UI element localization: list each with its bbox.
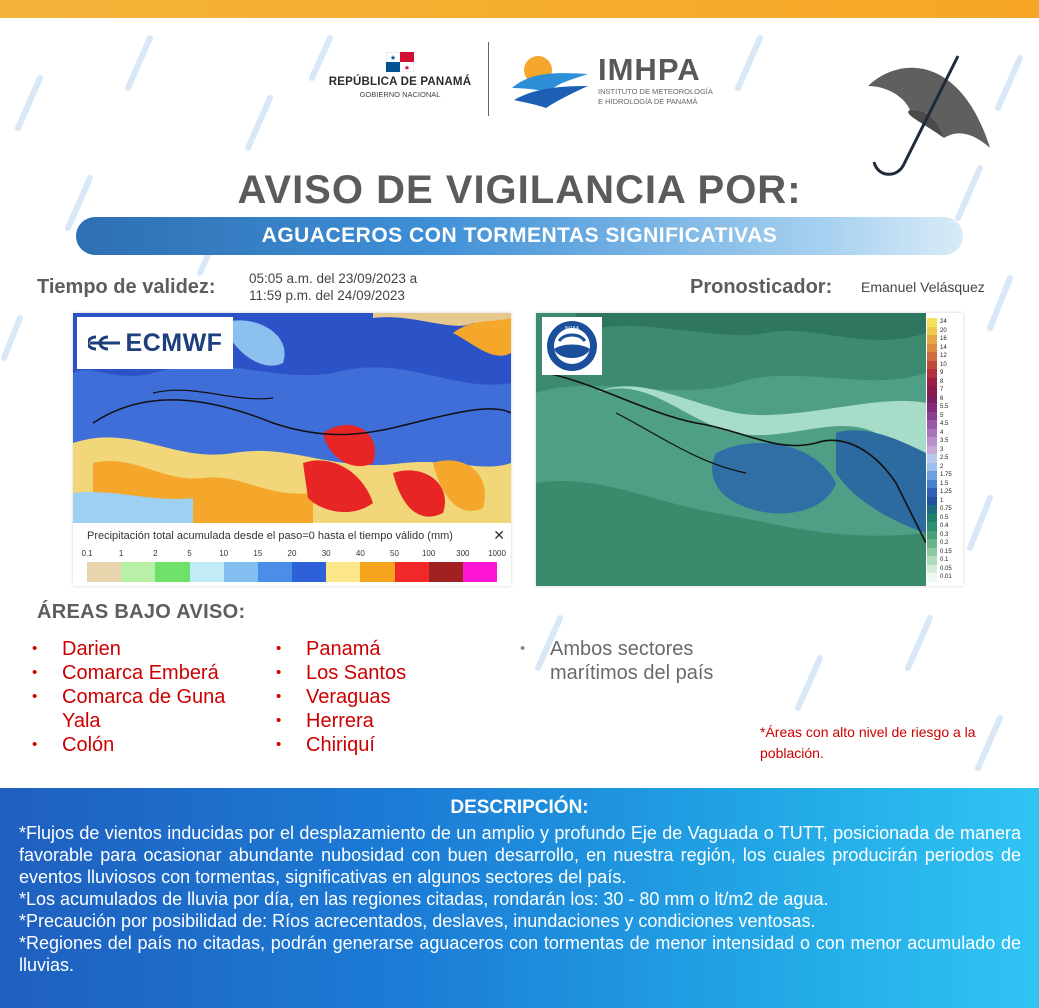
scale-swatch bbox=[927, 539, 937, 548]
legend-tick-label: 40 bbox=[355, 549, 365, 558]
header-divider bbox=[488, 42, 489, 116]
description-paragraph: *Regiones del país no citadas, podrán generarse aguaceros con tormentas de menor intensidad o con menor acumulado de lluvias. bbox=[19, 933, 1021, 975]
areas-list-col2 bbox=[276, 637, 476, 757]
legend-swatch bbox=[224, 562, 258, 582]
institute-line-1: INSTITUTO DE METEOROLOGÍA bbox=[598, 87, 713, 96]
legend-tick-label: 100 bbox=[421, 549, 436, 558]
scale-label: 0.15 bbox=[940, 548, 952, 555]
area-item: • Comarca Emberá bbox=[32, 661, 262, 685]
scale-swatch bbox=[927, 556, 937, 565]
legend-swatch bbox=[121, 562, 155, 582]
area-item: • Colón bbox=[32, 733, 262, 757]
scale-swatch bbox=[927, 318, 937, 327]
institute-line-2: E HIDROLOGÍA DE PANAMÁ bbox=[598, 97, 698, 106]
scale-label: 0.2 bbox=[940, 540, 949, 547]
scale-label: 10 bbox=[940, 361, 947, 368]
description-paragraph: *Precaución por posibilidad de: Ríos acrecentados, deslaves, inundaciones y condiciones ventosas. bbox=[19, 911, 816, 931]
scale-label: 0.4 bbox=[940, 523, 949, 530]
legend-tick-label: 5 bbox=[187, 549, 192, 558]
scale-label: 3.5 bbox=[940, 438, 949, 445]
republic-name: REPÚBLICA DE PANAMÁ bbox=[328, 76, 472, 88]
legend-swatch bbox=[155, 562, 189, 582]
noaa-logo bbox=[542, 317, 602, 375]
area-item: • Ambos sectores marítimos del país bbox=[520, 637, 740, 685]
ecmwf-logo bbox=[77, 317, 233, 369]
scale-label: 1 bbox=[940, 497, 944, 504]
scale-swatch bbox=[927, 565, 937, 574]
validity-label: Tiempo de validez: bbox=[37, 276, 216, 298]
institute-acronym: IMHPA bbox=[598, 52, 701, 87]
legend-tick-label: 15 bbox=[253, 549, 263, 558]
scale-swatch bbox=[927, 403, 937, 412]
scale-label: 5 bbox=[940, 412, 944, 419]
legend-swatch bbox=[87, 562, 121, 582]
scale-swatch bbox=[927, 352, 937, 361]
legend-tick-label: 2 bbox=[153, 549, 158, 558]
scale-label: 2 bbox=[940, 463, 944, 470]
close-icon: ✕ bbox=[493, 527, 505, 543]
scale-label: 0.05 bbox=[940, 565, 952, 572]
scale-swatch bbox=[927, 335, 937, 344]
institute-full-name bbox=[598, 87, 713, 107]
legend-tick-label: 0.1 bbox=[81, 549, 93, 558]
legend-swatch bbox=[429, 562, 463, 582]
description-paragraph: *Los acumulados de lluvia por día, en las regiones citadas, rondarán los: 30 - 80 mm o lt/m2 de agua. bbox=[19, 889, 829, 909]
description-title: DESCRIPCIÓN: bbox=[450, 797, 589, 818]
risk-note: *Áreas con alto nivel de riesgo a la población. bbox=[760, 724, 976, 761]
scale-label: 16 bbox=[940, 336, 947, 343]
precip-legend-ticks bbox=[81, 549, 506, 561]
scale-label: 0.75 bbox=[940, 506, 952, 513]
scale-label: 20 bbox=[940, 327, 947, 334]
scale-label: 0.1 bbox=[940, 557, 949, 564]
scale-swatch bbox=[927, 471, 937, 480]
scale-label: 8 bbox=[940, 378, 944, 385]
validity-to: 11:59 p.m. del 24/09/2023 bbox=[249, 288, 405, 303]
scale-swatch bbox=[927, 327, 937, 336]
scale-swatch bbox=[927, 463, 937, 472]
legend-swatch bbox=[258, 562, 292, 582]
scale-label: 5.5 bbox=[940, 404, 949, 411]
legend-swatch bbox=[395, 562, 429, 582]
areas-list-col1 bbox=[32, 637, 262, 757]
area-item: • Panamá bbox=[276, 637, 476, 661]
ecmwf-precipitation-map bbox=[73, 313, 511, 586]
scale-swatch bbox=[927, 454, 937, 463]
noaa-seal-icon bbox=[545, 319, 599, 373]
scale-swatch bbox=[927, 446, 937, 455]
legend-tick-label: 30 bbox=[321, 549, 331, 558]
scale-swatch bbox=[927, 369, 937, 378]
legend-tick-label: 10 bbox=[219, 549, 229, 558]
areas-title: ÁREAS BAJO AVISO: bbox=[37, 601, 246, 623]
area-item: • Comarca de Guna Yala bbox=[32, 685, 262, 733]
scale-label: 4 bbox=[940, 429, 944, 436]
ecmwf-symbol-icon bbox=[88, 333, 122, 353]
scale-label: 1.5 bbox=[940, 480, 949, 487]
scale-label: 24 bbox=[940, 319, 947, 325]
panama-flag-icon bbox=[386, 52, 414, 72]
scale-swatch bbox=[927, 488, 937, 497]
scale-swatch bbox=[927, 429, 937, 438]
scale-label: 7 bbox=[940, 387, 944, 394]
noaa-precipitation-map bbox=[536, 313, 963, 586]
area-item: • Veraguas bbox=[276, 685, 476, 709]
area-item: • Los Santos bbox=[276, 661, 476, 685]
legend-tick-label: 1000 bbox=[488, 549, 506, 558]
scale-swatch bbox=[927, 514, 937, 523]
alert-banner: AGUACEROS CON TORMENTAS SIGNIFICATIVAS bbox=[76, 217, 963, 255]
scale-swatch bbox=[927, 522, 937, 531]
scale-label: 6 bbox=[940, 395, 944, 402]
page-title: AVISO DE VIGILANCIA POR: bbox=[237, 168, 802, 212]
scale-swatch bbox=[927, 378, 937, 387]
scale-swatch bbox=[927, 386, 937, 395]
scale-swatch bbox=[927, 361, 937, 370]
scale-swatch bbox=[927, 497, 937, 506]
republic-logo bbox=[325, 52, 475, 99]
scale-label: 9 bbox=[940, 370, 944, 377]
svg-text:★: ★ bbox=[403, 65, 411, 72]
area-item: • Darien bbox=[32, 637, 262, 661]
legend-tick-label: 300 bbox=[456, 549, 470, 558]
scale-swatch bbox=[927, 531, 937, 540]
legend-tick-label: 50 bbox=[390, 549, 399, 558]
scale-label: 3 bbox=[940, 446, 944, 453]
noaa-logo-text: NOAA bbox=[564, 326, 580, 332]
scale-swatch bbox=[927, 505, 937, 514]
validity-period bbox=[249, 270, 417, 304]
scale-label: 1.25 bbox=[940, 489, 952, 496]
scale-label: 1.75 bbox=[940, 472, 952, 479]
scale-label: 0.01 bbox=[940, 574, 952, 581]
top-accent-bar bbox=[0, 0, 1039, 18]
legend-tick-label: 1 bbox=[118, 549, 124, 558]
scale-swatch bbox=[927, 437, 937, 446]
legend-swatch bbox=[360, 562, 394, 582]
scale-swatch bbox=[927, 395, 937, 404]
description-paragraph: *Flujos de vientos inducidas por el desplazamiento de un amplio y profundo Eje de Vaguada o TUTT, posicionada de manera favorable para ocasionar abundante nubosidad con buen desarrollo, en nuestra región, los cuales producirán periodos de eventos lluviosos con tormentas, significativas en algunos sectores del país. bbox=[19, 823, 1021, 887]
precip-legend-title: Precipitación total acumulada desde el paso=0 hasta el tiempo válido (mm) bbox=[87, 530, 453, 542]
scale-label: 14 bbox=[940, 344, 947, 351]
legend-swatch bbox=[326, 562, 360, 582]
ecmwf-logo-text: ECMWF bbox=[125, 328, 223, 357]
scale-swatch bbox=[927, 548, 937, 557]
government-label: GOBIERNO NACIONAL bbox=[359, 90, 441, 99]
legend-swatch bbox=[292, 562, 326, 582]
imhpa-wave-icon bbox=[510, 52, 590, 117]
scale-swatch bbox=[927, 412, 937, 421]
scale-swatch bbox=[927, 420, 937, 429]
scale-swatch bbox=[927, 573, 937, 582]
scale-label: 0.3 bbox=[940, 531, 949, 538]
area-item: • Chiriquí bbox=[276, 733, 476, 757]
validity-from: 05:05 a.m. del 23/09/2023 a bbox=[249, 271, 418, 286]
scale-label: 4.5 bbox=[940, 421, 949, 428]
scale-label: 2.5 bbox=[940, 455, 949, 462]
legend-swatch bbox=[190, 562, 224, 582]
areas-list-col3 bbox=[520, 637, 740, 685]
noaa-color-scale bbox=[927, 318, 957, 582]
legend-swatch bbox=[463, 562, 497, 582]
description-body bbox=[19, 822, 1021, 976]
area-item: • Herrera bbox=[276, 709, 476, 733]
scale-swatch bbox=[927, 480, 937, 489]
legend-tick-label: 20 bbox=[287, 549, 297, 558]
precip-legend-colorbar bbox=[87, 562, 497, 582]
scale-label: 12 bbox=[940, 353, 947, 360]
forecaster-name: Emanuel Velásquez bbox=[861, 279, 985, 295]
scale-label: 0.5 bbox=[940, 514, 949, 521]
scale-swatch bbox=[927, 344, 937, 353]
svg-text:★: ★ bbox=[389, 55, 397, 62]
forecaster-label: Pronosticador: bbox=[690, 276, 833, 298]
